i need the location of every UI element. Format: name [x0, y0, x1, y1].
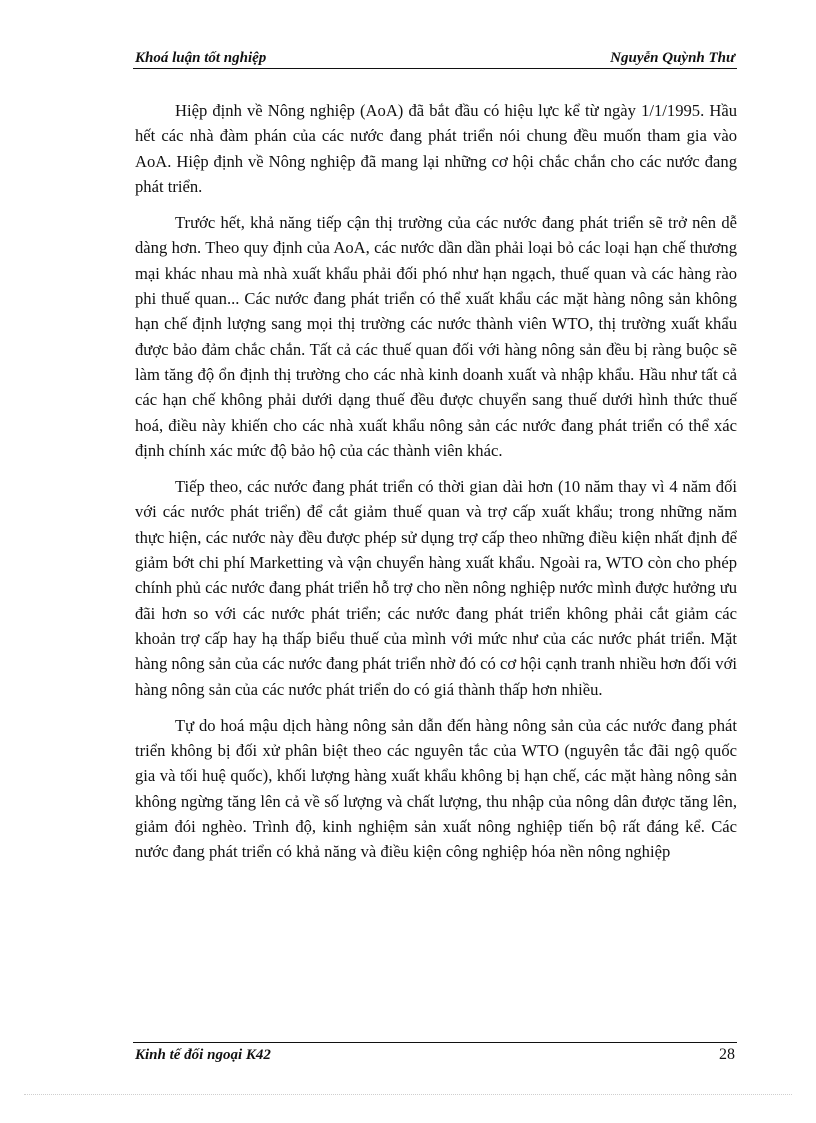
page-header	[133, 46, 737, 69]
paragraph: Tự do hoá mậu dịch hàng nông sản dẫn đến hàng nông sản của các nước đang phát triển không bị đối xử phân biệt theo các nguyên tắc của WTO (nguyên tắc đãi ngộ quốc gia và tối huệ quốc), khối lượng hàng xuất khẩu không bị hạn chế, các mặt hàng nông sản không ngừng tăng lên cả về số lượng và chất lượng, thu nhập của nông dân được tăng lên, giảm đói nghèo. Trình độ, kinh nghiệm sản xuất nông nghiệp tiến bộ rất đáng kể. Các nước đang phát triển có khả năng và điều kiện công nghiệp hóa nền nông nghiệp	[135, 715, 737, 862]
page-bottom-divider	[24, 1094, 792, 1095]
paragraph: Hiệp định về Nông nghiệp (AoA) đã bắt đầu có hiệu lực kể từ ngày 1/1/1995. Hầu hết các nhà đàm phán của các nước đang phát triển nói chung đều muốn tham gia vào AoA. Hiệp định về Nông nghiệp đã mang lại những cơ hội chắc chắn cho các nước đang phát triển.	[135, 101, 737, 196]
page-footer	[133, 1042, 737, 1063]
footer-class-label: Kinh tế đối ngoại K42	[135, 1047, 271, 1063]
page-number: 28	[719, 1046, 735, 1063]
body-text	[135, 98, 737, 876]
paragraph: Trước hết, khả năng tiếp cận thị trường của các nước đang phát triển sẽ trở nên dễ dàng hơn. Theo quy định của AoA, các nước dần dần phải loại bỏ các loại hạn chế thương mại khác nhau mà nhà xuất khẩu phải đối phó như hạn ngạch, thuế quan và các hàng rào phi thuế quan... Các nước đang phát triển có thể xuất khẩu các mặt hàng nông sản không hạn chế định lượng sang mọi thị trường các nước thành viên WTO, thị trường xuất khẩu được bảo đảm chắc chắn. Tất cả các thuế quan đối với hàng nông sản đều bị ràng buộc sẽ làm tăng độ ổn định thị trường cho các nhà kinh doanh xuất và nhập khẩu. Hầu như tất cả các hạn chế không phải dưới dạng thuế đều được chuyển sang thuế dưới hình thức thuế hoá, điều này khiến cho các nhà xuất khẩu nông sản các nước đang phát triển có thể xác định chính xác mức độ bảo hộ của các thành viên khác.	[135, 213, 737, 460]
header-author-name: Nguyễn Quỳnh Thư	[610, 50, 735, 66]
header-thesis-title: Khoá luận tốt nghiệp	[135, 50, 267, 66]
paragraph: Tiếp theo, các nước đang phát triển có thời gian dài hơn (10 năm thay vì 4 năm đối với các nước phát triển) để cắt giảm thuế quan và trợ cấp xuất khẩu; trong những năm thực hiện, các nước này đều được phép sử dụng trợ cấp theo những điều kiện nhất định để giảm bớt chi phí Marketting và vận chuyển hàng xuất khẩu. Ngoài ra, WTO còn cho phép chính phủ các nước đang phát triển hỗ trợ cho nền nông nghiệp nước mình được hưởng ưu đãi hơn so với các nước phát triển; các nước đang phát triển không phải cắt giảm các khoản trợ cấp hay hạ thấp biểu thuế của mình với mức như của các nước phát triển. Mặt hàng nông sản của các nước đang phát triển nhờ đó có cơ hội cạnh tranh nhiều hơn đối với hàng nông sản của các nước phát triển do có giá thành thấp hơn nhiều.	[135, 477, 737, 699]
